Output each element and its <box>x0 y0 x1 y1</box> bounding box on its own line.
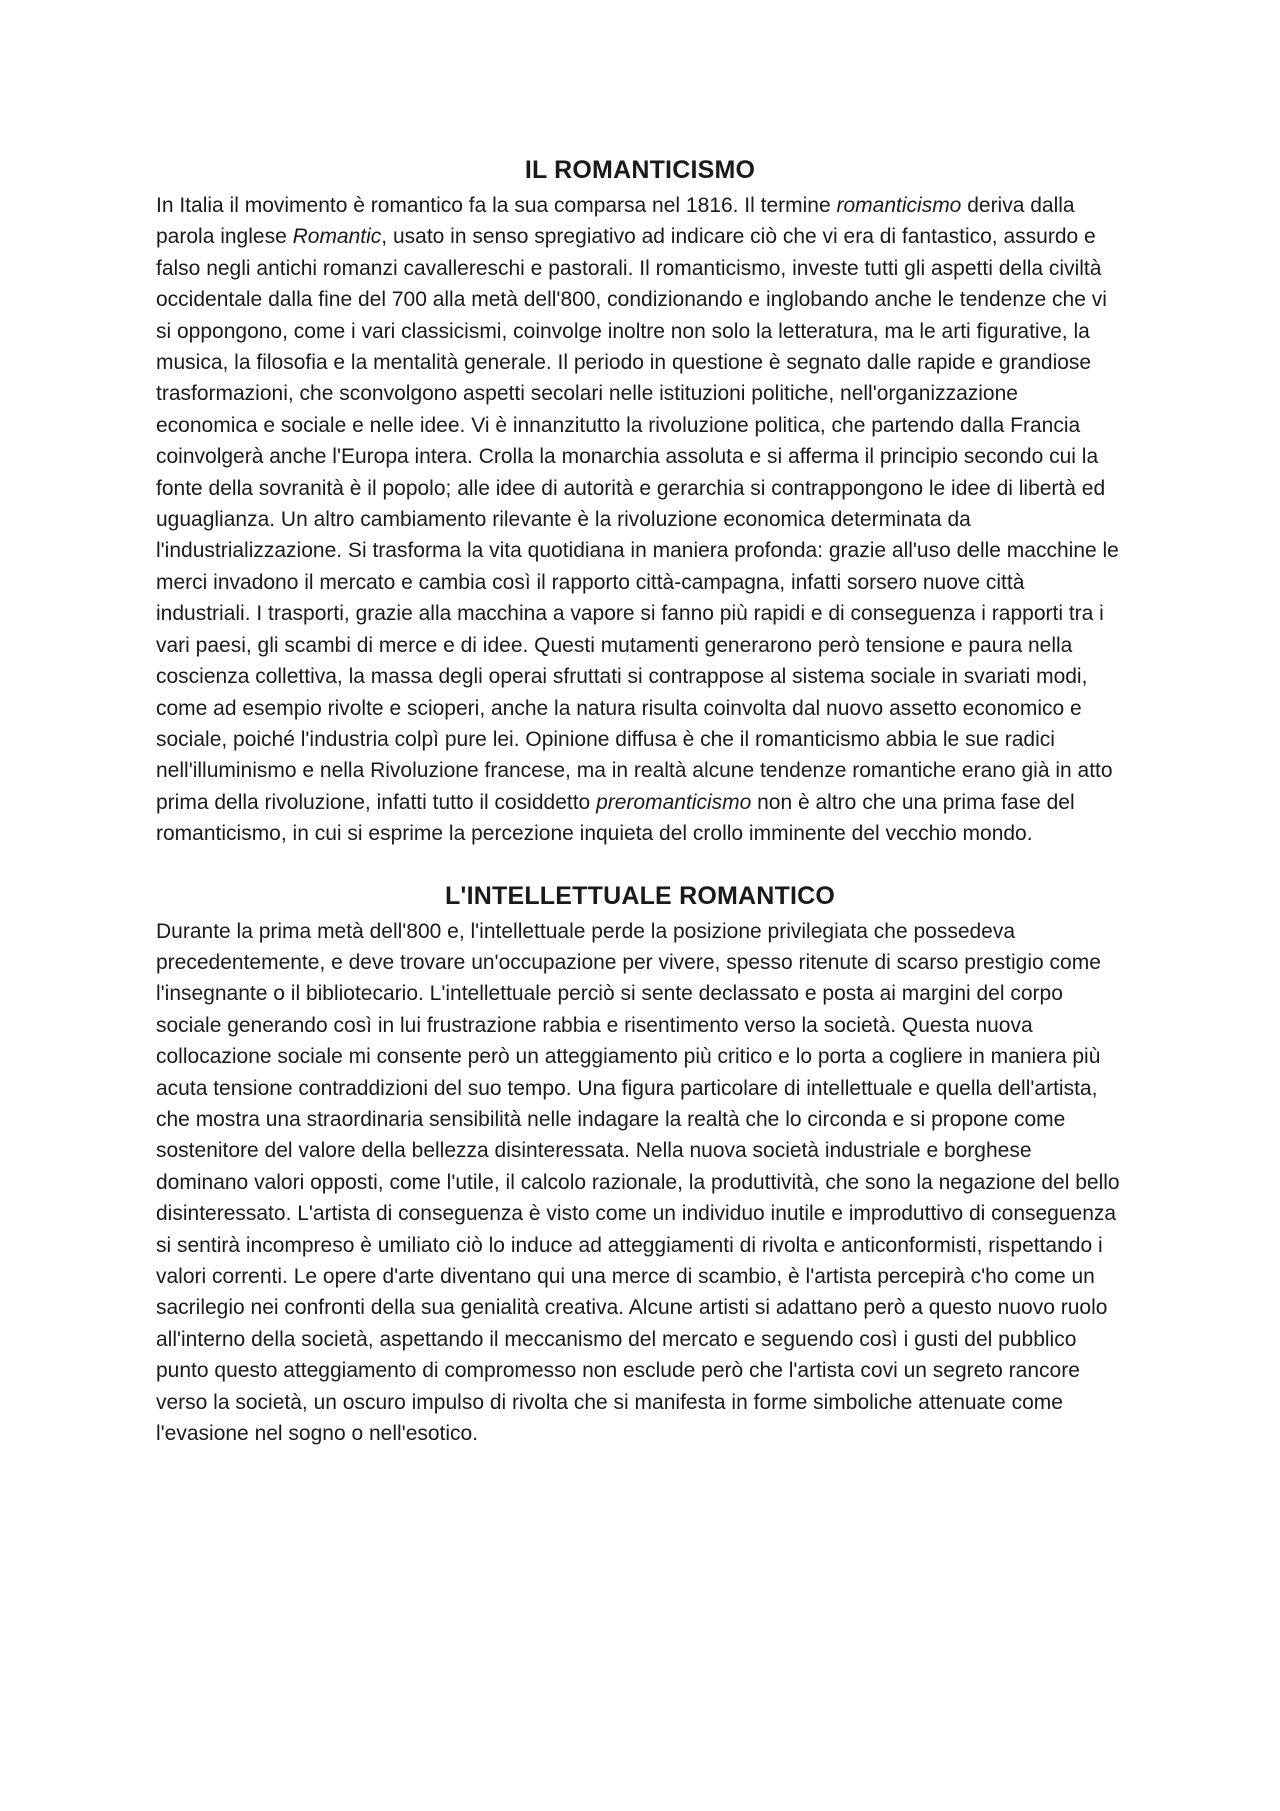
text-run-italic: Romantic <box>292 225 382 249</box>
text-run-italic: romanticismo <box>836 194 962 217</box>
section-title-intellettuale: L'INTELLETTUALE ROMANTICO <box>444 881 836 910</box>
document-page <box>156 150 1124 1449</box>
text-run: In Italia il movimento è romantico fa la sua comparsa nel 1816. Il termine <box>156 194 837 217</box>
text-run: non è altro che una prima fase del romanticismo, in cui si esprime la percezione inquieta del crollo imminente del vecchio mondo. <box>156 790 1075 846</box>
text-run: , usato in senso spregiativo ad indicare ciò che vi era di fantastico, assurdo e falso negli antichi romanzi cavallereschi e pastorali. Il romanticismo, investe tutti gli aspetti della civiltà occidentale dalla fine del 700 alla metà dell'800, condizionando e inglobando anche le tendenze che vi si oppongono, come i vari classicismi, coinvolge inoltre non solo la letteratura, ma le arti figurative, la musica, la filosofia e la mentalità generale. Il periodo in questione è segnato dalle rapide e grandiose trasformazioni, che sconvolgono aspetti secolari nelle istituzioni politiche, nell'organizzazione economica e sociale e nelle idee. Vi è innanzitutto la rivoluzione politica, che partendo dalla Francia coinvolgerà anche l'Europa intera. Crolla la monarchia assoluta e si afferma il principio secondo cui la fonte della sovranità è il popolo; alle idee di autorità e gerarchia si contrappongono le idee di libertà ed uguaglianza. Un altro cambiamento rilevante è la rivoluzione economica determinata da l'industrializzazione. Si trasforma la vita quotidiana in maniera profonda: grazie all'uso delle macchine le merci invadono il mercato e cambia così il rapporto città-campagna, infatti sorsero nuove città industriali. I trasporti, grazie alla macchina a vapore si fanno più rapidi e di conseguenza i rapporti tra i vari paesi, gli scambi di merce e di idee. Questi mutamenti generarono però tensione e paura nella coscienza collettiva, la massa degli operai sfruttati si contrappose al sistema sociale in svariati modi, come ad esempio rivolte e scioperi, anche la natura risulta coinvolta dal nuovo assetto economico e sociale, poiché l'industria colpì pure lei. Opinione diffusa è che il romanticismo abbia le sue radici nell'illuminismo e nella Rivoluzione francese, ma in realtà alcune tendenze romantiche erano già in atto prima della rivoluzione, infatti tutto il cosiddetto <box>156 225 1119 814</box>
section-title-romanticismo: IL ROMANTICISMO <box>524 156 756 184</box>
text-run: Durante la prima metà dell'800 e, l'intellettuale perde la posizione privilegiata che possedeva precedentemente, e deve trovare un'occupazione per vivere, spesso ritenute di scarso prestigio come l'insegnante o il bibliotecario. L'intellettuale perciò si sente declassato e posta ai margini del corpo sociale generando così in lui frustrazione rabbia e risentimento verso la società. Questa nuova collocazione sociale mi consente però un atteggiamento più critico e lo porta a cogliere in maniera più acuta tensione contraddizioni del suo tempo. Una figura particolare di intellettuale e quella dell'artista, che mostra una straordinaria sensibilità nelle indagare la realtà che lo circonda e si propone come sostenitore del valore della bellezza disinteressata. Nella nuova società industriale e borghese dominano valori opposti, come l'utile, il calcolo razionale, la produttività, che sono la negazione del bello disinteressato. L'artista di conseguenza è visto come un individuo inutile e improduttivo di conseguenza si sentirà incompreso è umiliato ciò lo induce ad atteggiamenti di rivolta e anticonformisti, rispettando i valori correnti. Le opere d'arte diventano qui una merce di scambio, è l'artista percepirà c'ho come un sacrilegio nei confronti della sua genialità creativa. Alcune artisti si adattano però a questo nuovo ruolo all'interno della società, aspettando il meccanismo del mercato e seguendo così i gusti del pubblico punto questo atteggiamento di compromesso non esclude però che l'artista covi un segreto rancore verso la società, un oscuro impulso di rivolta che si manifesta in forme simboliche attenuate come l'evasione nel sogno o nell'esotico. <box>156 919 1120 1446</box>
section-body-intellettuale <box>156 916 1124 1450</box>
text-run-italic: preromanticismo <box>596 790 752 814</box>
text-run: deriva dalla parola inglese <box>156 194 1075 249</box>
section-body-romanticismo <box>156 190 1124 850</box>
section-spacer <box>156 850 1124 876</box>
